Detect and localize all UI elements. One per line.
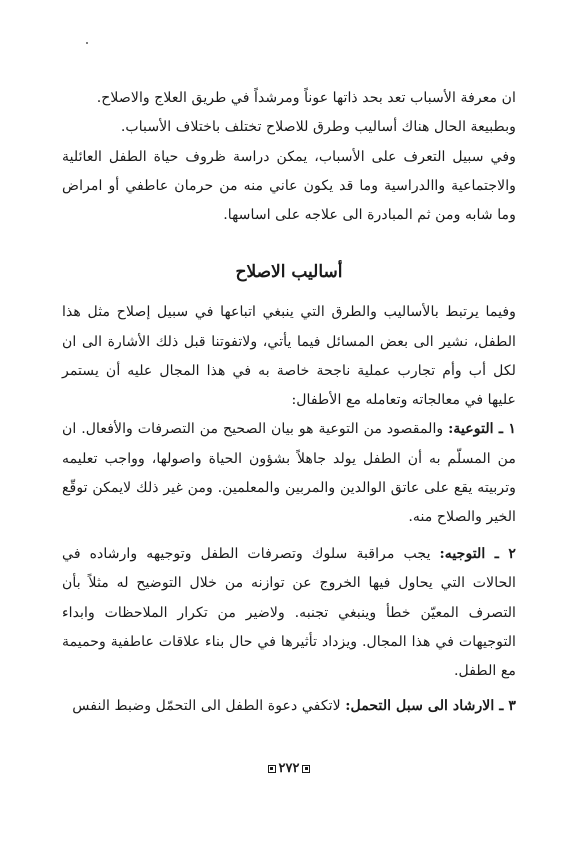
section-patience-text: لاتكفي دعوة الطفل الى التحمّل وضبط النفس [72,698,341,715]
section-heading: أساليب الاصلاح [235,262,343,283]
section-guidance [62,540,516,686]
section-patience [62,692,516,721]
intro-sentence-1: ان معرفة الأسباب تعد بحد ذاتها عوناً ومرشداً في طريق العلاج والاصلاح. [96,90,516,106]
section-guidance-text: يجب مراقبة سلوك وتصرفات الطفل وتوجيهه وارشاده في الحالات التي يحاول فيها الخروج عن توازنه من خلال التوضيح له مثلاً بأن التصرف المعيّن خطأ وينبغي تجنبه. ولاضير من تكرار الملاحظات وابداء التوجيهات في هذا المجال. ويزداد تأثيرها في حال بناء علاقات عاطفية وحميمة مع الطفل. [62,546,516,679]
ornament-icon [302,765,310,773]
page-footer [0,761,578,776]
section-patience-title: ٣ ـ الارشاد الى سبل التحمل: [345,698,516,715]
section-awareness-text: والمقصود من التوعية هو بيان الصحيح من التصرفات والأفعال. ان من المسلّم به أن الطفل يولد جاهلاً بشؤون الحياة واصولها، وواجب تعليمه وتربيته يقع على عاتق الوالدين والمربين والمعلمين. ومن غير ذلك لايمكن توقّع الخير والصلاح منه. [62,421,516,525]
section-guidance-title: ٢ ـ التوجيه: [439,546,516,563]
section-awareness [62,415,516,532]
page-body [62,84,516,721]
intro-sentence-2: وبطبيعة الحال هناك أساليب وطرق للاصلاح تختلف باختلاف الأسباب. [120,119,516,136]
ornament-icon [268,765,276,773]
page-number: ٢٧٢ [278,761,300,776]
page-speck [86,42,88,44]
intro-paragraph [62,84,516,230]
lead-paragraph: وفيما يرتبط بالأساليب والطرق التي ينبغي اتباعها في سبيل إصلاح مثل هذا الطفل، نشير الى بعض المسائل فيما يأتي، ولاتفوتنا قبل ذلك الأشارة الى ان لكل أب وأم تجارب عملية ناجحة خاصة به في هذا المجال عليه أن يستمر عليها في معالجاته وتعامله مع الأطفال: [62,304,516,409]
section-awareness-title: ١ ـ التوعية: [448,421,516,438]
intro-sentence-3: وفي سبيل التعرف على الأسباب، يمكن دراسة ظروف حياة الطفل العائلية والاجتماعية واالدراسية وما قد يكون عاني منه من حرمان عاطفي أو امراض وما شابه ومن ثم المبادرة الى علاجه على اساسها. [62,148,516,224]
